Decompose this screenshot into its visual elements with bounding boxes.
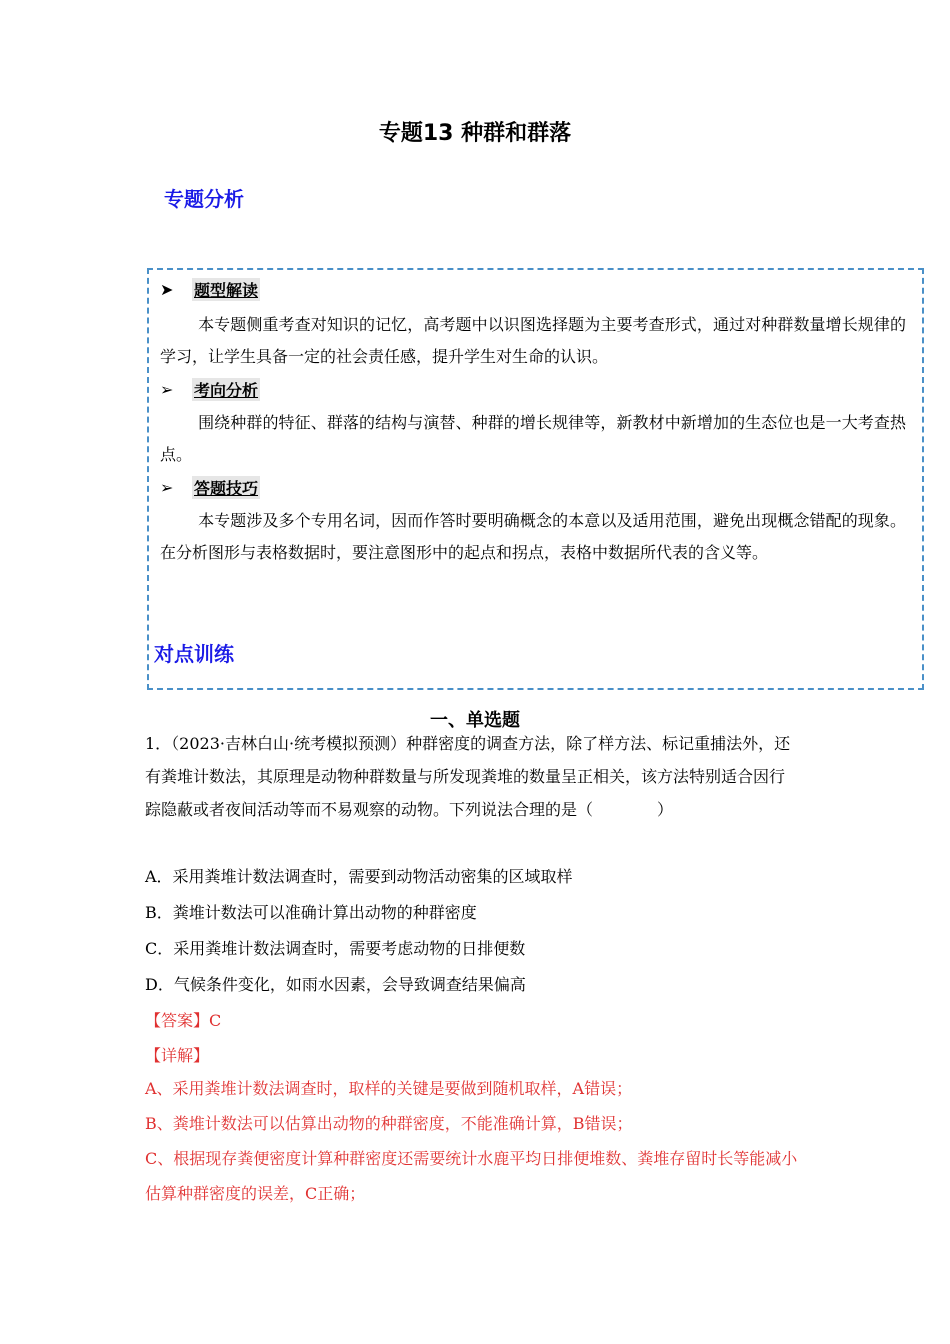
explain-c: C、根据现存粪便密度计算种群密度还需要统计水鹿平均日排便堆数、粪堆存留时长等能减小估算种群密度的误差，C正确；	[145, 1149, 798, 1203]
arrow-bullet-icon: ➤	[160, 280, 174, 299]
arrow-bullet-icon: ➢	[160, 380, 174, 399]
paragraph-direction: 围绕种群的特征、群落的结构与演替、种群的增长规律等，新教材中新增加的生态位也是一大考查热点。	[160, 413, 906, 464]
question-stem: 1．（2023·吉林白山·统考模拟预测）种群密度的调查方法，除了样方法、标记重捕法外，还有粪堆计数法，其原理是动物种群数量与所发现粪堆的数量呈正相关，该方法特别适合因行踪隐蔽或者夜间活动等而不易观察的动物。下列说法合理的是（ ）	[145, 734, 791, 819]
explain-a: A、采用粪堆计数法调查时，取样的关键是要做到随机取样，A错误；	[145, 1079, 633, 1098]
option-c: C．采用粪堆计数法调查时，需要考虑动物的日排便数	[145, 939, 526, 958]
option-b: B．粪堆计数法可以准确计算出动物的种群密度	[145, 903, 477, 922]
option-a: A．采用粪堆计数法调查时，需要到动物活动密集的区域取样	[145, 867, 573, 886]
document-title: 专题13 种群和群落	[378, 121, 572, 146]
subheading-question-type: ➤ 题型解读	[160, 280, 259, 300]
subheading-direction: ➢ 考向分析	[160, 380, 259, 400]
arrow-bullet-icon: ➢	[160, 478, 174, 497]
section-heading-training: 对点训练	[154, 642, 234, 666]
explain-label: 【详解】	[145, 1046, 210, 1065]
section-heading-analysis: 专题分析	[164, 187, 244, 211]
paragraph-question-type: 本专题侧重考查对知识的记忆，高考题中以识图选择题为主要考查形式，通过对种群数量增长规律的学习，让学生具备一定的社会责任感，提升学生对生命的认识。	[160, 315, 906, 366]
paragraph-tips: 本专题涉及多个专用名词，因而作答时要明确概念的本意以及适用范围，避免出现概念错配的现象。在分析图形与表格数据时，要注意图形中的起点和拐点，表格中数据所代表的含义等。	[160, 511, 906, 562]
explain-b: B、粪堆计数法可以估算出动物的种群密度，不能准确计算，B错误；	[145, 1114, 633, 1133]
option-d: D．气候条件变化，如雨水因素，会导致调查结果偏高	[145, 975, 526, 994]
heading-single-choice: 一、单选题	[430, 710, 520, 731]
answer-line: 【答案】C	[145, 1011, 222, 1030]
subheading-tips: ➢ 答题技巧	[160, 478, 259, 498]
